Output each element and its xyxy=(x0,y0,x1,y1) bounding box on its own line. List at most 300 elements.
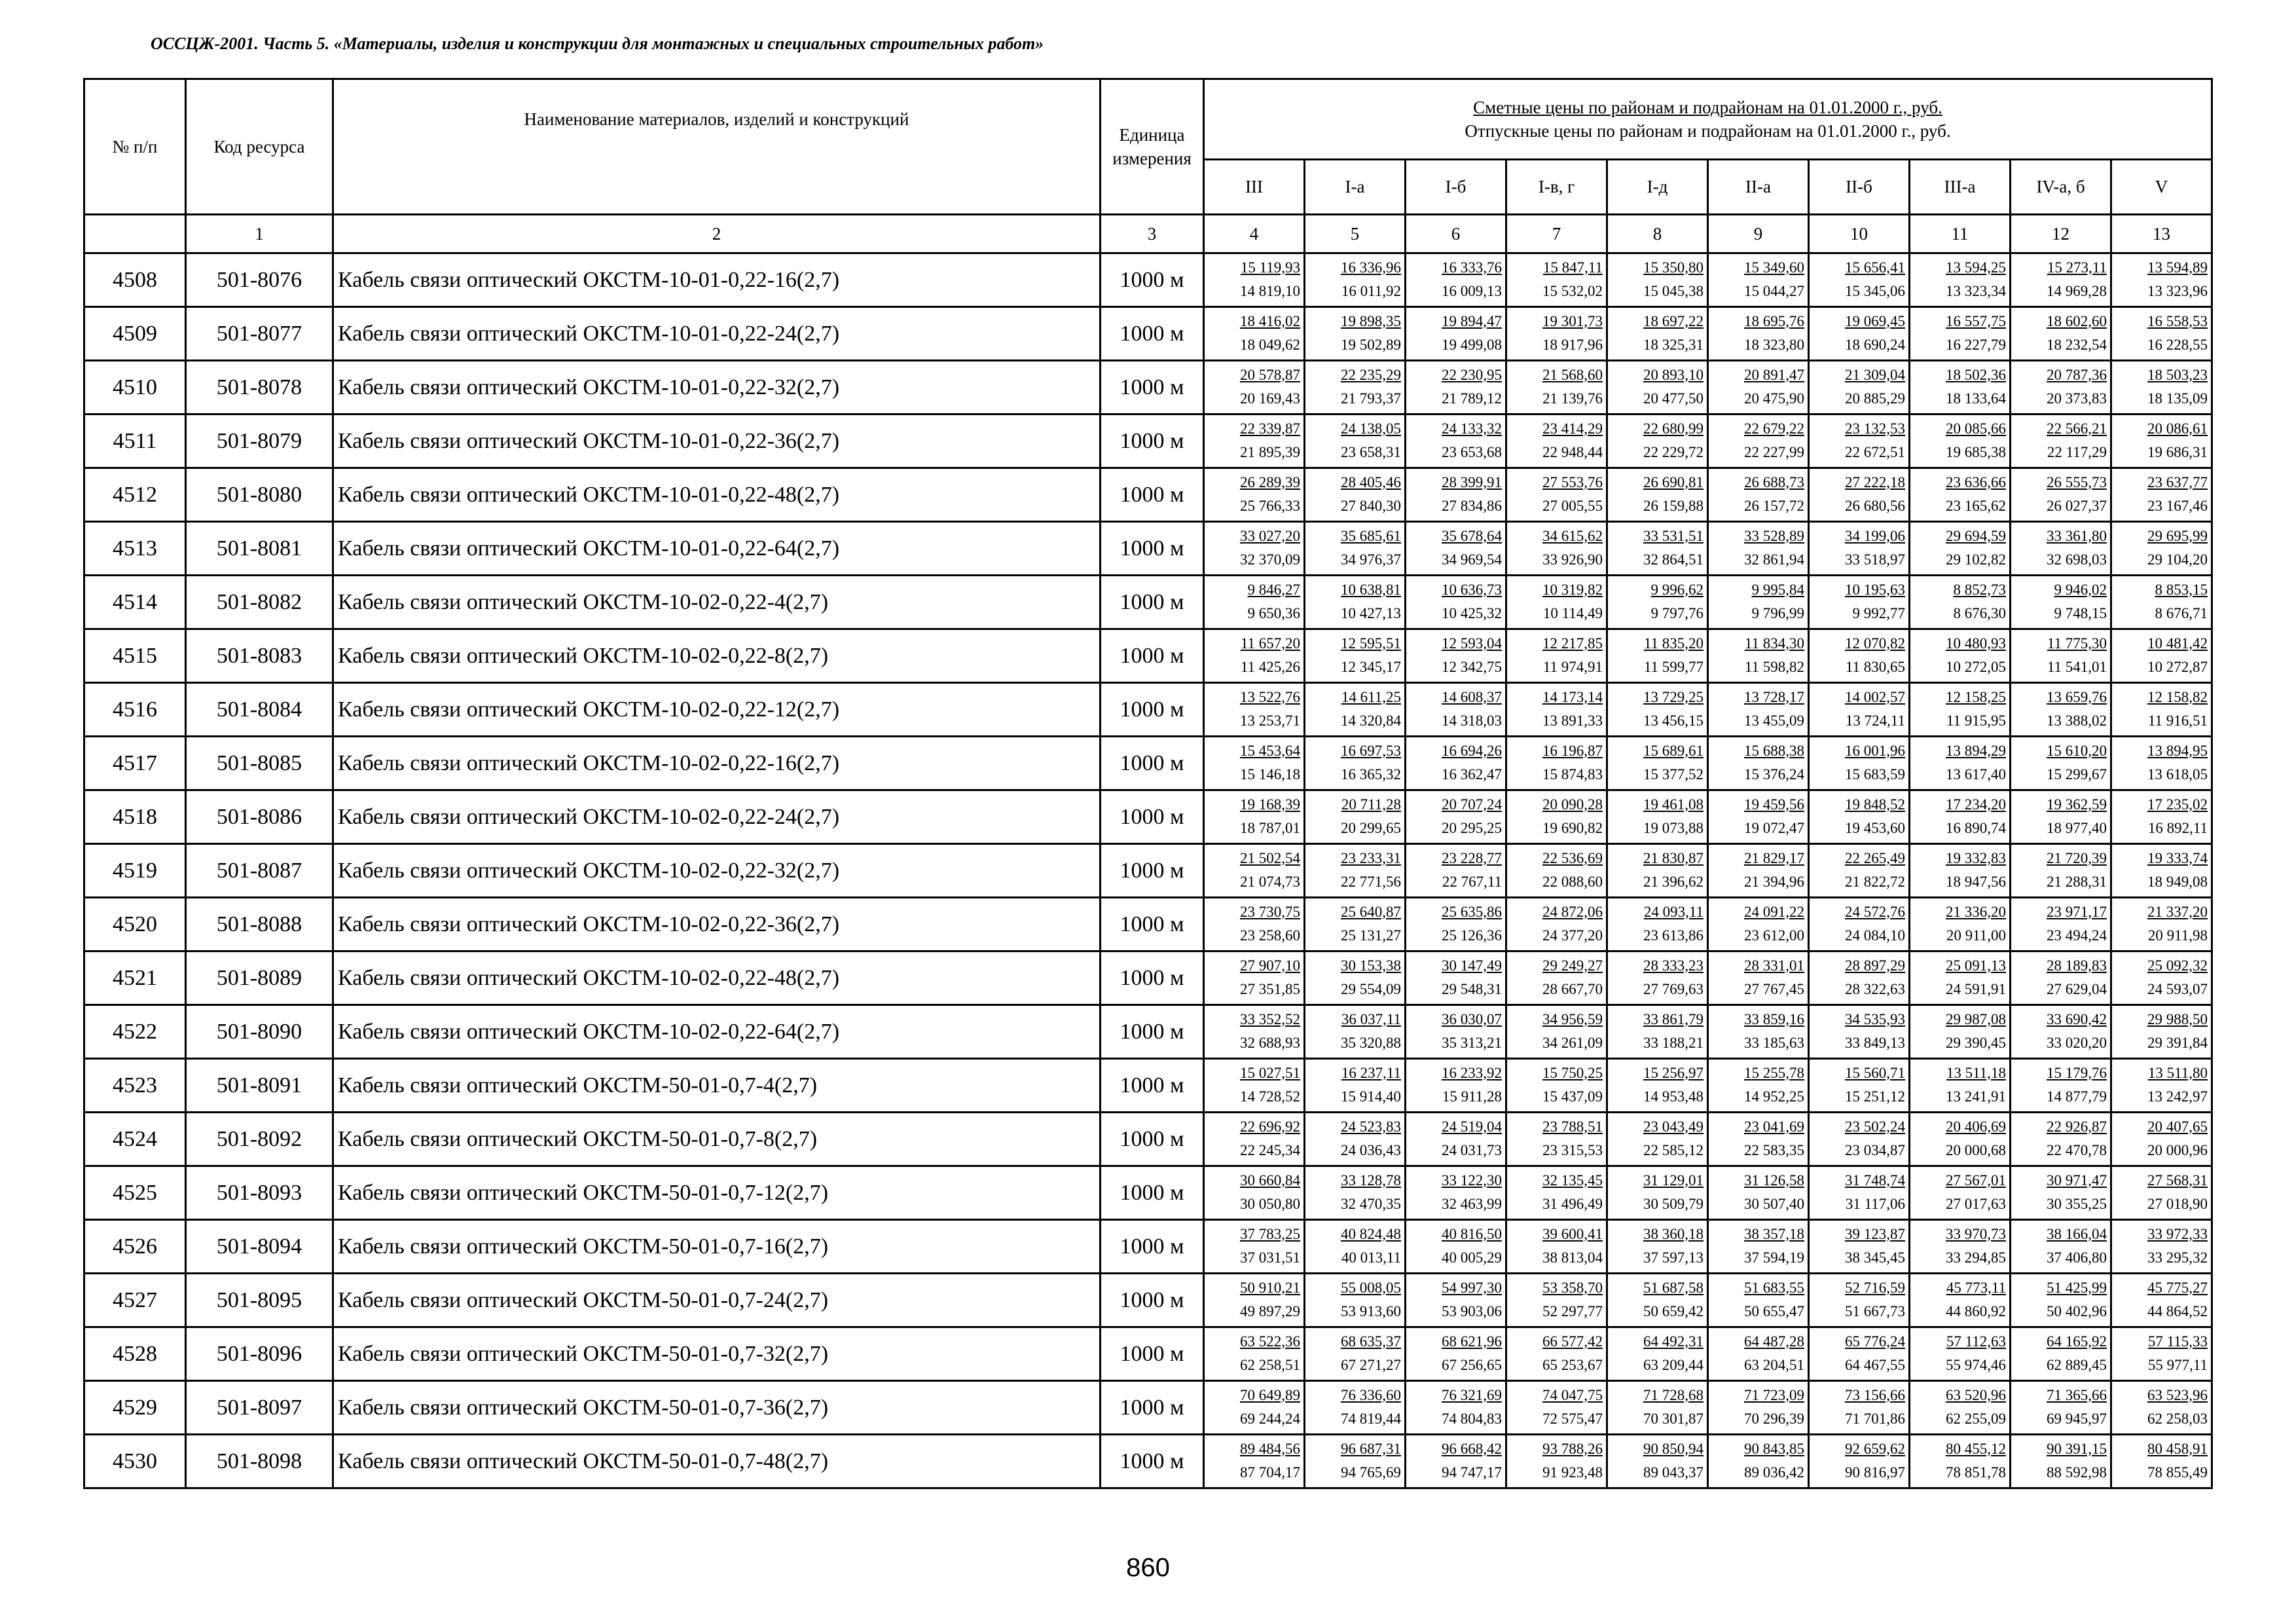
estimate-price: 31 129,01 xyxy=(1643,1172,1704,1189)
estimate-price: 25 091,13 xyxy=(1946,957,2006,974)
release-price: 74 804,83 xyxy=(1442,1410,1502,1427)
row-num: 4508 xyxy=(84,253,186,307)
release-price: 22 117,29 xyxy=(2047,443,2107,460)
estimate-price: 71 728,68 xyxy=(1643,1386,1704,1403)
release-price: 22 771,56 xyxy=(1341,873,1401,890)
estimate-price: 22 696,92 xyxy=(1240,1118,1300,1135)
price-cell xyxy=(1708,683,1809,737)
estimate-price: 20 085,66 xyxy=(1946,420,2006,437)
price-cell xyxy=(2111,1005,2212,1059)
price-cell xyxy=(1305,1435,1406,1488)
estimate-price: 29 988,50 xyxy=(2147,1010,2208,1027)
row-num: 4530 xyxy=(84,1435,186,1488)
release-price: 15 874,83 xyxy=(1542,766,1603,783)
release-price: 16 362,47 xyxy=(1442,766,1502,783)
resource-code: 501-8085 xyxy=(186,737,333,790)
price-cell xyxy=(1305,307,1406,361)
release-price: 25 126,36 xyxy=(1442,927,1502,944)
price-cell xyxy=(1406,307,1506,361)
header-unit: Единица измерения xyxy=(1101,79,1204,215)
release-price: 62 889,45 xyxy=(2047,1356,2107,1373)
release-price: 8 676,30 xyxy=(1953,604,2006,621)
estimate-price: 66 577,42 xyxy=(1542,1333,1603,1350)
estimate-price: 9 846,27 xyxy=(1247,581,1300,598)
row-num: 4509 xyxy=(84,307,186,361)
price-cell xyxy=(1204,844,1305,898)
price-cell xyxy=(2011,1327,2111,1381)
estimate-price: 63 522,36 xyxy=(1240,1333,1300,1350)
estimate-price: 13 728,17 xyxy=(1744,688,1804,705)
price-cell xyxy=(1607,361,1708,415)
estimate-price: 30 660,84 xyxy=(1240,1172,1300,1189)
price-cell xyxy=(1607,844,1708,898)
release-price: 18 135,09 xyxy=(2147,390,2208,407)
estimate-price: 80 455,12 xyxy=(1946,1440,2006,1457)
release-price: 14 318,03 xyxy=(1442,712,1502,729)
header-region: I-в, г xyxy=(1506,160,1607,215)
price-cell xyxy=(1406,898,1506,951)
price-cell xyxy=(1607,1113,1708,1166)
estimate-price: 35 678,64 xyxy=(1442,527,1502,544)
material-name: Кабель связи оптический ОКСТМ-10-01-0,22-32(2,7) xyxy=(333,361,1101,415)
estimate-price: 96 668,42 xyxy=(1442,1440,1502,1457)
release-price: 20 911,98 xyxy=(2147,927,2208,944)
estimate-price: 33 352,52 xyxy=(1240,1010,1300,1027)
estimate-price: 37 783,25 xyxy=(1240,1225,1300,1242)
estimate-price: 29 249,27 xyxy=(1542,957,1603,974)
price-cell xyxy=(1406,522,1506,576)
release-price: 13 323,96 xyxy=(2147,282,2208,299)
release-price: 27 834,86 xyxy=(1442,497,1502,514)
price-cell xyxy=(2111,790,2212,844)
row-num: 4512 xyxy=(84,468,186,522)
release-price: 26 157,72 xyxy=(1744,497,1804,514)
price-cell xyxy=(1607,468,1708,522)
table-row xyxy=(84,790,2212,844)
unit-of-measure: 1000 м xyxy=(1101,1327,1204,1381)
estimate-price: 39 123,87 xyxy=(1845,1225,1905,1242)
estimate-price: 90 850,94 xyxy=(1643,1440,1704,1457)
estimate-price: 16 697,53 xyxy=(1341,742,1401,759)
release-price: 10 427,13 xyxy=(1341,604,1401,621)
price-cell xyxy=(1406,790,1506,844)
price-cell xyxy=(2111,844,2212,898)
release-price: 21 394,96 xyxy=(1744,873,1804,890)
release-price: 55 977,11 xyxy=(2147,1356,2208,1373)
estimate-price: 22 235,29 xyxy=(1341,366,1401,383)
estimate-price: 24 872,06 xyxy=(1542,903,1603,920)
price-cell xyxy=(1607,683,1708,737)
table-row xyxy=(84,629,2212,683)
estimate-price: 23 637,77 xyxy=(2147,473,2208,490)
header-region: III xyxy=(1204,160,1305,215)
release-price: 38 813,04 xyxy=(1542,1249,1603,1266)
price-cell xyxy=(1305,1005,1406,1059)
release-price: 71 701,86 xyxy=(1845,1410,1905,1427)
release-price: 33 020,20 xyxy=(2047,1034,2107,1051)
release-price: 9 796,99 xyxy=(1751,604,1804,621)
estimate-price: 22 566,21 xyxy=(2047,420,2107,437)
release-price: 32 370,09 xyxy=(1240,551,1300,568)
release-price: 20 477,50 xyxy=(1643,390,1704,407)
release-price: 94 747,17 xyxy=(1442,1464,1502,1481)
estimate-price: 34 199,06 xyxy=(1845,527,1905,544)
release-price: 26 027,37 xyxy=(2047,497,2107,514)
release-price: 37 594,19 xyxy=(1744,1249,1804,1266)
price-cell xyxy=(2111,737,2212,790)
price-cell xyxy=(1910,253,2011,307)
estimate-price: 8 853,15 xyxy=(2155,581,2208,598)
estimate-price: 13 511,18 xyxy=(1946,1064,2006,1081)
estimate-price: 33 128,78 xyxy=(1341,1172,1401,1189)
estimate-price: 20 711,28 xyxy=(1341,796,1401,813)
release-price: 32 861,94 xyxy=(1744,551,1804,568)
estimate-price: 33 861,79 xyxy=(1643,1010,1704,1027)
price-cell xyxy=(1809,1327,1910,1381)
table-row xyxy=(84,1005,2212,1059)
header-region: IV-а, б xyxy=(2011,160,2111,215)
release-price: 29 104,20 xyxy=(2147,551,2208,568)
row-num: 4525 xyxy=(84,1166,186,1220)
resource-code: 501-8081 xyxy=(186,522,333,576)
price-cell xyxy=(1708,253,1809,307)
release-price: 14 728,52 xyxy=(1240,1088,1300,1105)
price-cell xyxy=(1910,1435,2011,1488)
price-cell xyxy=(1708,1113,1809,1166)
release-price: 94 765,69 xyxy=(1341,1464,1401,1481)
release-price: 15 045,38 xyxy=(1643,282,1704,299)
estimate-price: 29 694,59 xyxy=(1946,527,2006,544)
estimate-price: 64 487,28 xyxy=(1744,1333,1804,1350)
estimate-price: 33 972,33 xyxy=(2147,1225,2208,1242)
estimate-price: 9 995,84 xyxy=(1751,581,1804,598)
price-cell xyxy=(1809,576,1910,629)
price-cell xyxy=(1607,1327,1708,1381)
estimate-price: 34 535,93 xyxy=(1845,1010,1905,1027)
estimate-price: 16 196,87 xyxy=(1542,742,1603,759)
release-price: 15 146,18 xyxy=(1240,766,1300,783)
row-num: 4517 xyxy=(84,737,186,790)
price-cell xyxy=(1809,1220,1910,1274)
price-cell xyxy=(1406,737,1506,790)
price-cell xyxy=(1910,415,2011,468)
release-price: 22 583,35 xyxy=(1744,1141,1804,1158)
release-price: 20 000,68 xyxy=(1946,1141,2006,1158)
estimate-price: 30 971,47 xyxy=(2047,1172,2107,1189)
release-price: 15 377,52 xyxy=(1643,766,1704,783)
price-cell xyxy=(1910,629,2011,683)
release-price: 32 470,35 xyxy=(1341,1195,1401,1212)
price-cell xyxy=(1708,576,1809,629)
estimate-price: 15 179,76 xyxy=(2047,1064,2107,1081)
price-cell xyxy=(1910,790,2011,844)
price-cell xyxy=(1406,361,1506,415)
price-cell xyxy=(1708,522,1809,576)
release-price: 16 011,92 xyxy=(1341,282,1401,299)
estimate-price: 16 336,96 xyxy=(1341,259,1401,276)
price-cell xyxy=(1607,1059,1708,1113)
unit-of-measure: 1000 м xyxy=(1101,1166,1204,1220)
estimate-price: 33 528,89 xyxy=(1744,527,1804,544)
price-cell xyxy=(1204,468,1305,522)
estimate-price: 10 195,63 xyxy=(1845,581,1905,598)
release-price: 64 467,55 xyxy=(1845,1356,1905,1373)
price-cell xyxy=(1809,951,1910,1005)
estimate-price: 19 848,52 xyxy=(1845,796,1905,813)
estimate-price: 54 997,30 xyxy=(1442,1279,1502,1296)
estimate-price: 35 685,61 xyxy=(1341,527,1401,544)
unit-of-measure: 1000 м xyxy=(1101,361,1204,415)
release-price: 27 767,45 xyxy=(1744,980,1804,997)
release-price: 30 507,40 xyxy=(1744,1195,1804,1212)
estimate-price: 17 234,20 xyxy=(1946,796,2006,813)
release-price: 20 169,43 xyxy=(1240,390,1300,407)
estimate-price: 12 593,04 xyxy=(1442,635,1502,652)
price-cell xyxy=(1708,790,1809,844)
price-cell xyxy=(1506,1220,1607,1274)
price-cell xyxy=(1809,1059,1910,1113)
release-price: 18 947,56 xyxy=(1946,873,2006,890)
release-price: 22 585,12 xyxy=(1643,1141,1704,1158)
release-price: 18 325,31 xyxy=(1643,336,1704,353)
estimate-price: 40 824,48 xyxy=(1341,1225,1401,1242)
price-cell xyxy=(2111,361,2212,415)
price-cell xyxy=(2011,576,2111,629)
estimate-price: 24 133,32 xyxy=(1442,420,1502,437)
price-cell xyxy=(1506,468,1607,522)
estimate-price: 34 956,59 xyxy=(1542,1010,1603,1027)
resource-code: 501-8090 xyxy=(186,1005,333,1059)
unit-of-measure: 1000 м xyxy=(1101,629,1204,683)
estimate-price: 89 484,56 xyxy=(1240,1440,1300,1457)
estimate-price: 10 638,81 xyxy=(1341,581,1401,598)
material-name: Кабель связи оптический ОКСТМ-10-02-0,22-4(2,7) xyxy=(333,576,1101,629)
estimate-price: 23 788,51 xyxy=(1542,1118,1603,1135)
release-price: 8 676,71 xyxy=(2155,604,2208,621)
estimate-price: 28 897,29 xyxy=(1845,957,1905,974)
price-cell xyxy=(2011,253,2111,307)
estimate-price: 73 156,66 xyxy=(1845,1386,1905,1403)
material-name: Кабель связи оптический ОКСТМ-50-01-0,7-36(2,7) xyxy=(333,1381,1101,1435)
estimate-price: 27 568,31 xyxy=(2147,1172,2208,1189)
estimate-price: 12 158,25 xyxy=(1946,688,2006,705)
table-row xyxy=(84,1435,2212,1488)
estimate-price: 33 970,73 xyxy=(1946,1225,2006,1242)
column-number: 11 xyxy=(1910,215,2011,253)
price-cell xyxy=(1204,415,1305,468)
estimate-price: 51 687,58 xyxy=(1643,1279,1704,1296)
release-price: 15 911,28 xyxy=(1442,1088,1502,1105)
release-price: 53 913,60 xyxy=(1341,1302,1401,1320)
estimate-price: 22 265,49 xyxy=(1845,849,1905,866)
unit-of-measure: 1000 м xyxy=(1101,576,1204,629)
estimate-price: 21 568,60 xyxy=(1542,366,1603,383)
estimate-price: 22 926,87 xyxy=(2047,1118,2107,1135)
estimate-price: 19 459,56 xyxy=(1744,796,1804,813)
price-cell xyxy=(2011,1059,2111,1113)
estimate-price: 28 331,01 xyxy=(1744,957,1804,974)
header-num: № п/п xyxy=(84,79,186,215)
row-num: 4516 xyxy=(84,683,186,737)
estimate-price: 20 787,36 xyxy=(2047,366,2107,383)
estimate-price: 24 572,76 xyxy=(1845,903,1905,920)
resource-code: 501-8078 xyxy=(186,361,333,415)
estimate-price: 15 027,51 xyxy=(1240,1064,1300,1081)
price-cell xyxy=(2111,898,2212,951)
release-price: 20 911,00 xyxy=(1946,927,2006,944)
row-num: 4527 xyxy=(84,1274,186,1327)
release-price: 34 976,37 xyxy=(1341,551,1401,568)
estimate-price: 24 523,83 xyxy=(1341,1118,1401,1135)
price-cell xyxy=(1506,1059,1607,1113)
release-price: 11 541,01 xyxy=(2047,658,2107,675)
release-price: 11 425,26 xyxy=(1240,658,1300,675)
estimate-price: 28 405,46 xyxy=(1341,473,1401,490)
release-price: 22 245,34 xyxy=(1240,1141,1300,1158)
estimate-price: 20 406,69 xyxy=(1946,1118,2006,1135)
price-cell xyxy=(1910,468,2011,522)
estimate-price: 15 453,64 xyxy=(1240,742,1300,759)
resource-code: 501-8082 xyxy=(186,576,333,629)
estimate-price: 36 037,11 xyxy=(1341,1010,1401,1027)
price-cell xyxy=(2111,1166,2212,1220)
release-price: 14 320,84 xyxy=(1341,712,1401,729)
estimate-price: 33 690,42 xyxy=(2047,1010,2107,1027)
release-price: 13 456,15 xyxy=(1643,712,1704,729)
estimate-price: 20 578,87 xyxy=(1240,366,1300,383)
resource-code: 501-8096 xyxy=(186,1327,333,1381)
price-cell xyxy=(2011,1113,2111,1166)
release-price: 13 253,71 xyxy=(1240,712,1300,729)
price-cell xyxy=(1910,361,2011,415)
table-row xyxy=(84,1327,2212,1381)
release-price: 74 819,44 xyxy=(1341,1410,1401,1427)
estimate-price: 12 217,85 xyxy=(1542,635,1603,652)
price-cell xyxy=(1305,1220,1406,1274)
release-price: 15 683,59 xyxy=(1845,766,1905,783)
release-price: 11 915,95 xyxy=(1946,712,2006,729)
price-cell xyxy=(1607,951,1708,1005)
price-cell xyxy=(1708,898,1809,951)
release-price: 18 917,96 xyxy=(1542,336,1603,353)
estimate-price: 19 332,83 xyxy=(1946,849,2006,866)
price-cell xyxy=(2111,683,2212,737)
release-price: 69 945,97 xyxy=(2047,1410,2107,1427)
price-cell xyxy=(1607,415,1708,468)
release-price: 78 851,78 xyxy=(1946,1464,2006,1481)
unit-of-measure: 1000 м xyxy=(1101,1220,1204,1274)
price-cell xyxy=(1305,737,1406,790)
price-cell xyxy=(1506,1381,1607,1435)
release-price: 9 748,15 xyxy=(2054,604,2107,621)
price-cell xyxy=(2011,898,2111,951)
price-cell xyxy=(2011,307,2111,361)
release-price: 12 342,75 xyxy=(1442,658,1502,675)
table-row xyxy=(84,468,2212,522)
price-cell xyxy=(2111,307,2212,361)
release-price: 15 532,02 xyxy=(1542,282,1603,299)
release-price: 30 355,25 xyxy=(2047,1195,2107,1212)
price-cell xyxy=(1607,629,1708,683)
material-name: Кабель связи оптический ОКСТМ-10-02-0,22-12(2,7) xyxy=(333,683,1101,737)
table-row xyxy=(84,415,2212,468)
price-cell xyxy=(1506,629,1607,683)
estimate-price: 13 594,89 xyxy=(2147,259,2208,276)
estimate-price: 74 047,75 xyxy=(1542,1386,1603,1403)
release-price: 9 650,36 xyxy=(1247,604,1300,621)
release-price: 22 229,72 xyxy=(1643,443,1704,460)
estimate-price: 96 687,31 xyxy=(1341,1440,1401,1457)
release-price: 19 499,08 xyxy=(1442,336,1502,353)
price-cell xyxy=(1708,1166,1809,1220)
column-number: 6 xyxy=(1406,215,1506,253)
estimate-price: 13 729,25 xyxy=(1643,688,1704,705)
price-cell xyxy=(1506,1005,1607,1059)
release-price: 50 655,47 xyxy=(1744,1302,1804,1320)
estimate-price: 45 775,27 xyxy=(2147,1279,2208,1296)
estimate-price: 27 567,01 xyxy=(1946,1172,2006,1189)
release-price: 13 242,97 xyxy=(2147,1088,2208,1105)
release-price: 13 617,40 xyxy=(1946,766,2006,783)
estimate-price: 19 333,74 xyxy=(2147,849,2208,866)
estimate-price: 15 688,38 xyxy=(1744,742,1804,759)
estimate-price: 57 112,63 xyxy=(1946,1333,2006,1350)
release-price: 13 724,11 xyxy=(1845,712,1905,729)
estimate-price: 10 636,73 xyxy=(1442,581,1502,598)
price-cell xyxy=(1406,468,1506,522)
price-cell xyxy=(1607,1166,1708,1220)
release-price: 16 227,79 xyxy=(1946,336,2006,353)
price-cell xyxy=(1204,1327,1305,1381)
estimate-price: 45 773,11 xyxy=(1946,1279,2006,1296)
price-cell xyxy=(2011,1274,2111,1327)
estimate-price: 14 611,25 xyxy=(1341,688,1401,705)
release-price: 19 502,89 xyxy=(1341,336,1401,353)
estimate-price: 38 357,18 xyxy=(1744,1225,1804,1242)
header-prices xyxy=(1204,79,2212,160)
price-cell xyxy=(2111,1059,2212,1113)
release-price: 27 017,63 xyxy=(1946,1195,2006,1212)
price-cell xyxy=(1204,1059,1305,1113)
material-name: Кабель связи оптический ОКСТМ-10-02-0,22-48(2,7) xyxy=(333,951,1101,1005)
price-cell xyxy=(1910,1220,2011,1274)
release-price: 10 425,32 xyxy=(1442,604,1502,621)
header-region: II-а xyxy=(1708,160,1809,215)
release-price: 23 165,62 xyxy=(1946,497,2006,514)
estimate-price: 12 595,51 xyxy=(1341,635,1401,652)
estimate-price: 10 481,42 xyxy=(2147,635,2208,652)
price-cell xyxy=(1506,1166,1607,1220)
unit-of-measure: 1000 м xyxy=(1101,898,1204,951)
release-price: 16 890,74 xyxy=(1946,819,2006,836)
release-price: 23 613,86 xyxy=(1643,927,1704,944)
estimate-price: 28 189,83 xyxy=(2047,957,2107,974)
estimate-price: 93 788,26 xyxy=(1542,1440,1603,1457)
estimate-price: 64 165,92 xyxy=(2047,1333,2107,1350)
estimate-price: 34 615,62 xyxy=(1542,527,1603,544)
release-price: 89 043,37 xyxy=(1643,1464,1704,1481)
price-cell xyxy=(1406,1381,1506,1435)
release-price: 14 819,10 xyxy=(1240,282,1300,299)
column-number: 12 xyxy=(2011,215,2111,253)
unit-of-measure: 1000 м xyxy=(1101,1113,1204,1166)
price-cell xyxy=(1204,1435,1305,1488)
release-price: 30 509,79 xyxy=(1643,1195,1704,1212)
release-price: 19 072,47 xyxy=(1744,819,1804,836)
estimate-price: 23 132,53 xyxy=(1845,420,1905,437)
row-num: 4522 xyxy=(84,1005,186,1059)
release-price: 18 977,40 xyxy=(2047,819,2107,836)
